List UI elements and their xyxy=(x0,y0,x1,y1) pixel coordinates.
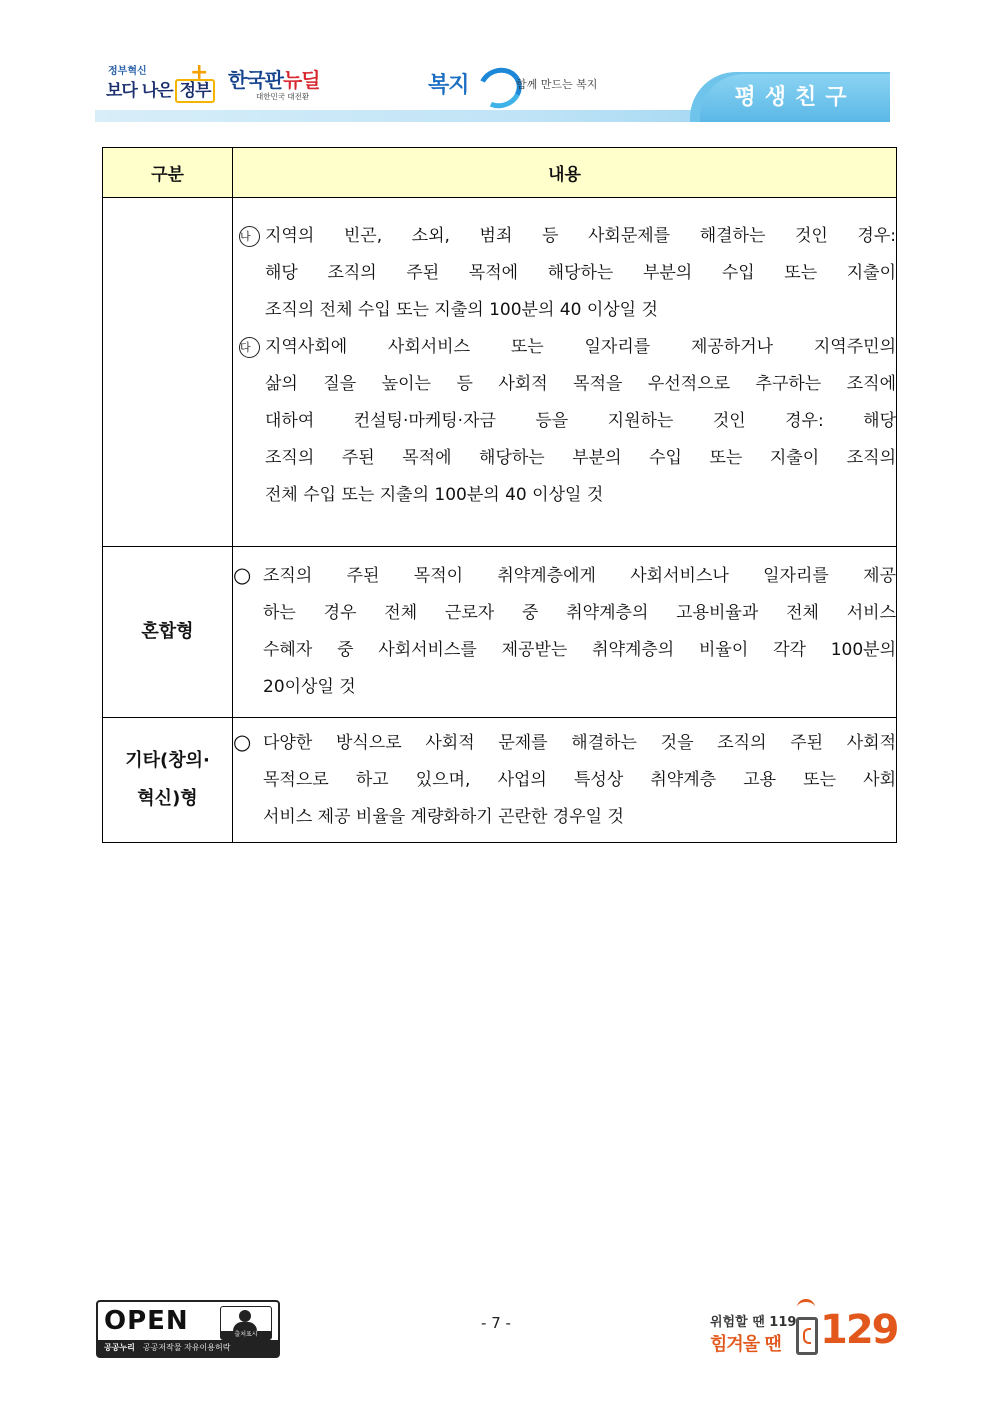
bokjiro-logo xyxy=(428,64,628,104)
list-item xyxy=(233,725,896,762)
hotline-line2: 힘겨울 땐 xyxy=(710,1334,781,1355)
list-item-line xyxy=(233,255,896,292)
category-line: 기타(창의· xyxy=(125,750,210,771)
logo-bokji-tagline: 함께 만드는 복지 xyxy=(516,78,598,91)
list-item xyxy=(233,218,896,255)
item-line: 하는 경우 전체 근로자 중 취약계층의 고용비율과 전체 서비스 xyxy=(263,603,896,623)
header-cell-content: 내용 xyxy=(233,148,897,198)
item-line: 수혜자 중 사회서비스를 제공받는 취약계층의 비율이 각각 100분의 xyxy=(263,640,896,660)
content-cell xyxy=(233,198,897,547)
item-line: 조직의 주된 목적에 해당하는 부분의 수입 또는 지출이 조직의 xyxy=(265,448,896,468)
government-innovation-logo xyxy=(106,60,211,106)
korean-new-deal-logo xyxy=(228,62,338,106)
list-item-line xyxy=(233,799,896,836)
category-line: 혁신)형 xyxy=(137,788,198,809)
list-item-line xyxy=(233,366,896,403)
item-line: 지역사회에 사회서비스 또는 일자리를 제공하거나 지역주민의 xyxy=(265,337,896,357)
list-item xyxy=(233,329,896,366)
list-item-line xyxy=(233,292,896,329)
hotline-129-logo xyxy=(700,1297,900,1357)
attribution-badge-text: 출처표시 xyxy=(221,1331,271,1339)
list-item-line xyxy=(233,440,896,477)
content-cell xyxy=(233,547,897,718)
logo-gov-small-text: 정부혁신 xyxy=(108,66,147,77)
plus-icon: + xyxy=(190,60,209,85)
item-line: 해당 조직의 주된 목적에 해당하는 부분의 수입 또는 지출이 xyxy=(265,263,896,283)
logo-newdeal-text: 한국판뉴딜 xyxy=(228,68,320,92)
phone-icon xyxy=(796,1317,818,1355)
list-item-line xyxy=(233,477,896,514)
list-item-line xyxy=(233,632,896,669)
item-line: 목적으로 하고 있으며, 사업의 특성상 취약계층 고용 또는 사회 xyxy=(263,769,896,790)
item-line: 서비스 제공 비율을 계량화하기 곤란한 경우일 것 xyxy=(263,806,624,827)
item-line: 20이상일 것 xyxy=(263,677,356,697)
circled-letter-marker: 다 xyxy=(239,337,260,358)
hotline-number: 129 xyxy=(820,1307,898,1353)
open-word: OPEN xyxy=(104,1306,189,1336)
logo-bokji-text: 복지 xyxy=(428,73,469,98)
list-item-line xyxy=(233,762,896,799)
category-cell xyxy=(103,198,233,547)
item-line: 대하여 컨설팅·마케팅·자금 등을 지원하는 것인 경우: 해당 xyxy=(265,411,896,431)
item-line: 삶의 질을 높이는 등 사회적 목적을 우선적으로 추구하는 조직에 xyxy=(265,374,896,394)
item-line: 전체 수입 또는 지출의 100분의 40 이상일 것 xyxy=(265,485,604,505)
list-item-line xyxy=(233,403,896,440)
table-row xyxy=(103,547,897,718)
content-cell xyxy=(233,718,897,843)
header-title: 평생친구 xyxy=(734,85,856,110)
circle-bullet-icon: ○ xyxy=(233,729,252,754)
page-number: - 7 - xyxy=(481,1314,511,1332)
logo-gov-big-text: 보다 나은 정부 xyxy=(106,76,215,101)
list-item-line xyxy=(233,669,896,706)
list-item-line xyxy=(233,595,896,632)
kogl-open-license-badge xyxy=(96,1300,280,1358)
list-item xyxy=(233,558,896,595)
criteria-table xyxy=(102,147,897,843)
item-line: 지역의 빈곤, 소외, 범죄 등 사회문제를 해결하는 것인 경우: xyxy=(265,226,896,246)
license-bar: 공공누리 공공저작물 자유이용허락 xyxy=(98,1340,278,1356)
category-cell xyxy=(103,718,233,843)
item-line: 조직의 전체 수입 또는 지출의 100분의 40 이상일 것 xyxy=(265,300,658,320)
circle-bullet-icon: ○ xyxy=(233,563,252,587)
table-row xyxy=(103,718,897,843)
signal-waves-icon xyxy=(797,1299,815,1316)
table-row xyxy=(103,198,897,547)
page-header xyxy=(0,0,992,130)
table-header-row xyxy=(103,148,897,198)
circled-letter-marker: 나 xyxy=(239,226,260,247)
logo-newdeal-subtext: 대한민국 대전환 xyxy=(256,92,310,101)
hotline-line1: 위험할 땐 119 xyxy=(710,1315,797,1330)
category-cell: 혼합형 xyxy=(103,547,233,718)
person-icon xyxy=(220,1306,272,1340)
header-cell-category: 구분 xyxy=(103,148,233,198)
item-line: 조직의 주된 목적이 취약계층에게 사회서비스나 일자리를 제공 xyxy=(263,566,896,586)
item-line: 다양한 방식으로 사회적 문제를 해결하는 것을 조직의 주된 사회적 xyxy=(263,732,896,753)
